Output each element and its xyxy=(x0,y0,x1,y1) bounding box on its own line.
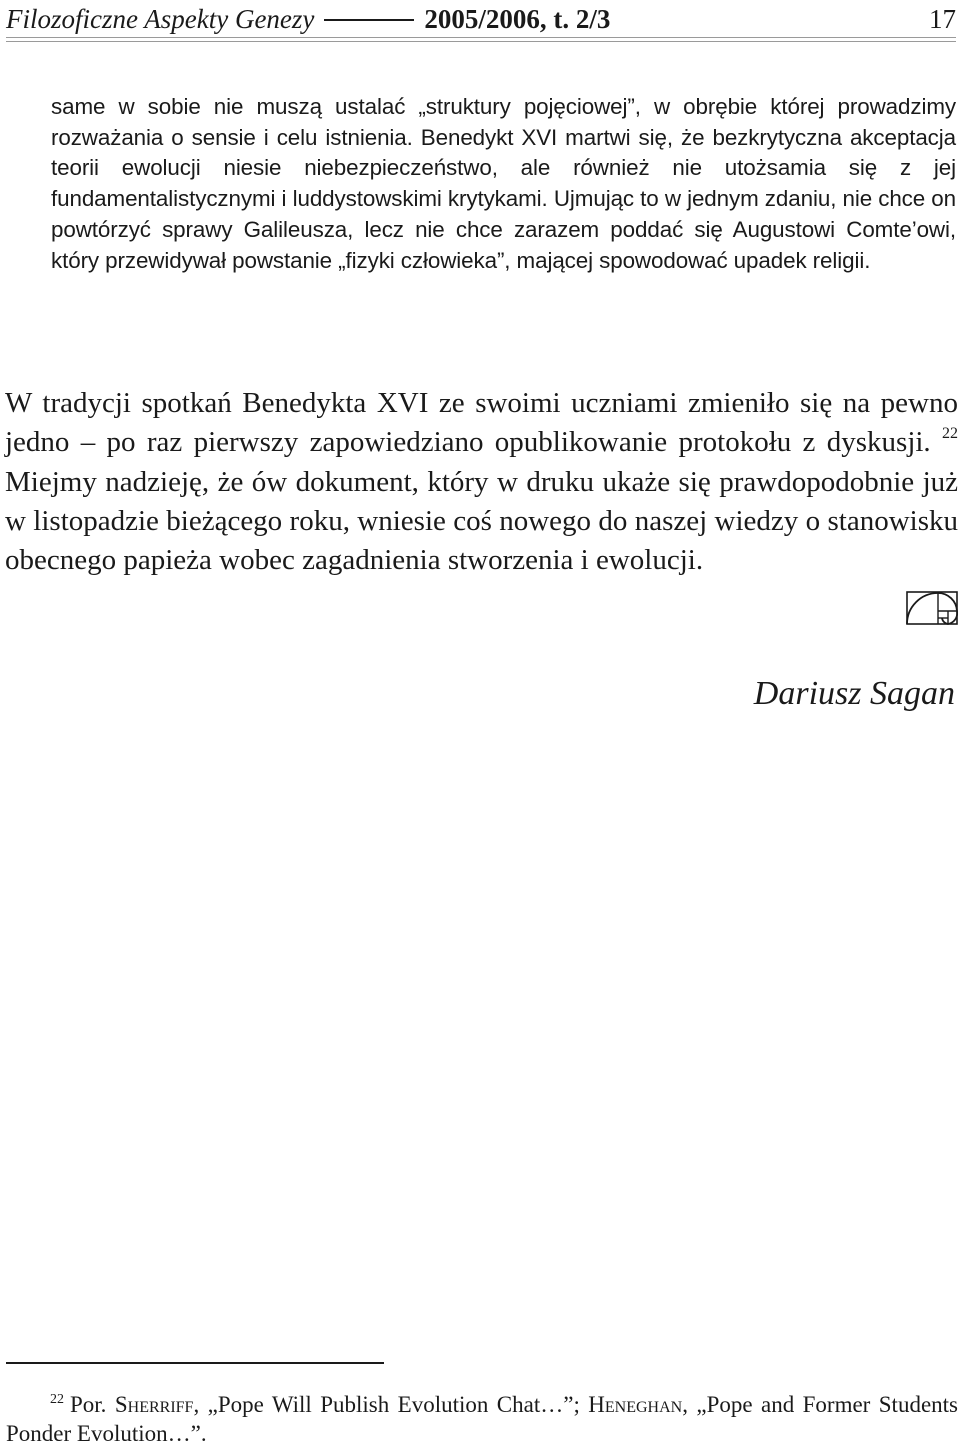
header-dash xyxy=(324,19,414,21)
footnote-number: 22 xyxy=(50,1392,64,1407)
golden-spiral-end-mark-icon xyxy=(906,591,958,625)
footnote-separator xyxy=(6,1362,384,1364)
main-paragraph xyxy=(5,384,958,580)
journal-title: Filozoficzne Aspekty Genezy xyxy=(6,4,315,34)
running-header xyxy=(6,2,956,36)
footnote-title-2: „Pope and Former Students Ponder Evolution…”. xyxy=(6,1392,958,1446)
footnote-22: $^{22}$ Por. Sherriff, „Pope Will Publish Evolution Chat…”; Heneghan, „Pope and Former Students Ponder Evolution…”. xyxy=(6,1392,958,1446)
main-paragraph-part-1: W tradycji spotkań Benedykta XVI ze swoimi uczniami zmieniło się na pewno jedno – po raz pierwszy zapowiedziano opublikowanie protokołu z dyskusji. xyxy=(5,387,958,459)
quoted-paragraph: same w sobie nie muszą ustalać „struktury pojęciowej”, w obrębie której prowadzimy rozważania o sensie i celu istnienia. Benedykt XVI martwi się, że bezkrytyczna akceptacja teorii ewolucji niesie niebezpieczeństwo, ale również nie utożsamia się z jej fundamentalistycznymi i luddystowskimi krytykami. Ujmując to w jednym zdaniu, nie chce on powtórzyć sprawy Galileusza, lecz nie chce zarazem poddać się Augustowi Comte’owi, który przewidywał powstanie „fizyki człowieka”, mającej spowodować upadek religii. xyxy=(51,94,956,273)
footnote-author-2: Heneghan xyxy=(588,1392,683,1417)
footnote-reference[interactable]: 22 xyxy=(942,425,958,443)
footnote-author-1: Sherriff xyxy=(114,1392,194,1417)
author-signature: Dariusz Sagan xyxy=(753,675,955,712)
footnote-title-1: „Pope Will Publish Evolution Chat…”; xyxy=(207,1392,580,1417)
page-number: 17 xyxy=(929,4,956,34)
footnote-prefix: Por. xyxy=(70,1392,107,1417)
issue-label: 2005/2006, t. 2/3 xyxy=(424,4,611,34)
main-paragraph-part-2: Miejmy nadzieję, że ów dokument, który w druku ukaże się prawdopodobnie już w listopadzie bieżącego roku, wniesie coś nowego do naszej wiedzy o stanowisku obecnego papieża wobec zagadnienia stworzenia i ewolucji. xyxy=(5,465,958,577)
header-rule xyxy=(6,37,956,42)
